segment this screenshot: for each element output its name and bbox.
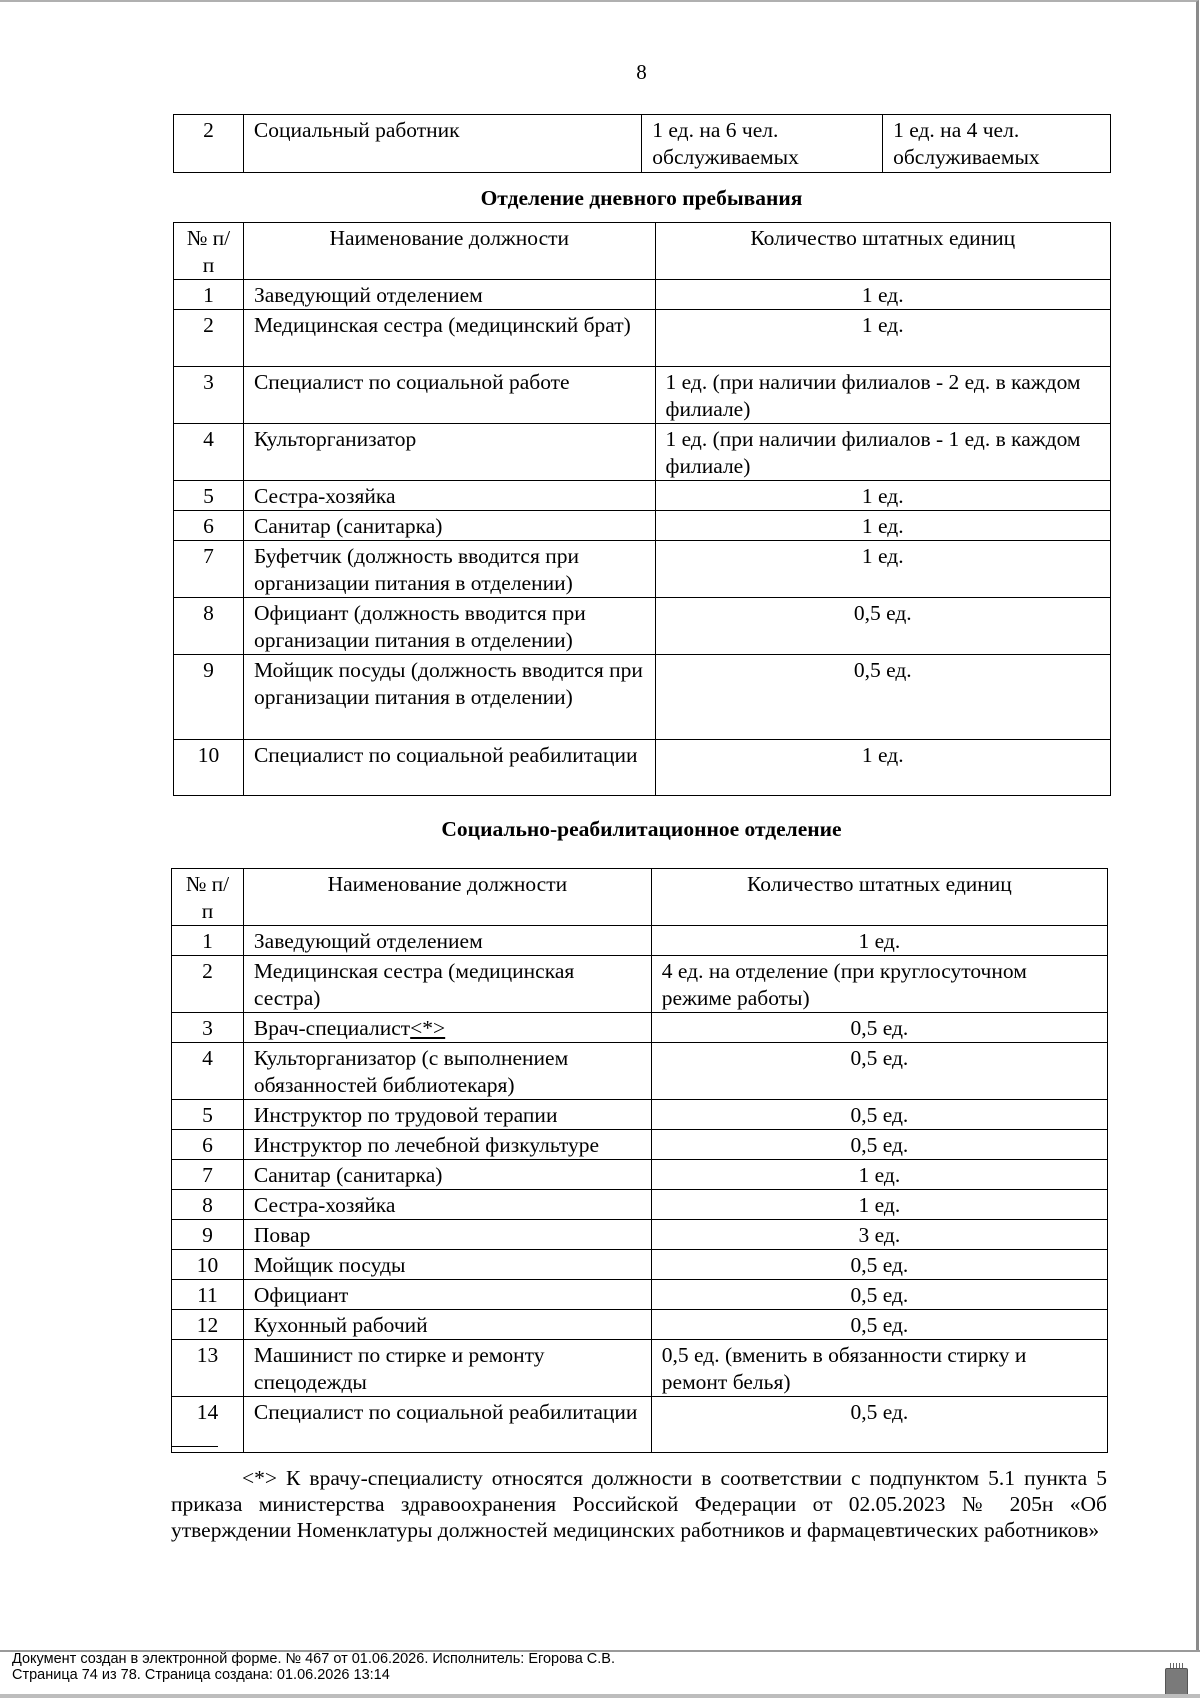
table-row (174, 598, 1111, 655)
staff-count: 1 ед. (655, 541, 1110, 598)
staff-count: 0,5 ед. (вменить в обязанности стирку и ремонт белья) (651, 1340, 1107, 1397)
table-row (172, 1397, 1108, 1453)
header-count: Количество штатных единиц (655, 223, 1110, 280)
position-name: Официант (243, 1280, 651, 1310)
header-position: Наименование должности (243, 223, 655, 280)
staff-count: 0,5 ед. (655, 598, 1110, 655)
table-row (172, 1160, 1108, 1190)
row-number: 10 (172, 1250, 244, 1280)
table-row (174, 655, 1111, 740)
table-row (172, 1220, 1108, 1250)
table-row (174, 541, 1111, 598)
staff-ratio: 1 ед. на 4 чел. обслуживаемых (883, 115, 1111, 173)
row-number: 2 (172, 956, 244, 1013)
row-number: 9 (174, 655, 244, 740)
row-number: 12 (172, 1310, 244, 1340)
row-number: 4 (174, 424, 244, 481)
table-row (172, 1310, 1108, 1340)
position-name: Санитар (санитарка) (243, 511, 655, 541)
position-name: Инструктор по трудовой терапии (243, 1100, 651, 1130)
row-number: 10 (174, 740, 244, 796)
position-name: Специалист по социальной реабилитации (243, 740, 655, 796)
position-name: Культорганизатор (с выполнением обязанностей библиотекаря) (243, 1043, 651, 1100)
row-number: 13 (172, 1340, 244, 1397)
staff-count: 0,5 ед. (651, 1043, 1107, 1100)
staff-count: 4 ед. на отделение (при круглосуточном режиме работы) (651, 956, 1107, 1013)
section-title-rehab-department: Социально-реабилитационное отделение (441, 817, 842, 841)
staff-count: 0,5 ед. (651, 1013, 1107, 1043)
staff-count: 1 ед. (655, 511, 1110, 541)
table-row (172, 956, 1108, 1013)
staff-count: 0,5 ед. (651, 1310, 1107, 1340)
page-number: 8 (636, 60, 647, 84)
position-name: Санитар (санитарка) (243, 1160, 651, 1190)
position-name: Сестра-хозяйка (243, 1190, 651, 1220)
table-row (174, 280, 1111, 310)
position-name: Заведующий отделением (243, 280, 655, 310)
staff-count: 0,5 ед. (651, 1130, 1107, 1160)
position-name: Официант (должность вводится при организации питания в отделении) (243, 598, 655, 655)
staff-count: 0,5 ед. (651, 1397, 1107, 1453)
row-number: 9 (172, 1220, 244, 1250)
header-number: № п/п (174, 223, 244, 280)
header-position: Наименование должности (243, 869, 651, 926)
staff-count: 1 ед. (при наличии филиалов - 2 ед. в каждом филиале) (655, 367, 1110, 424)
table-row (174, 740, 1111, 796)
table-row (174, 481, 1111, 511)
footnote-separator (171, 1446, 218, 1447)
row-number: 11 (172, 1280, 244, 1310)
bottom-edge (0, 1694, 1200, 1698)
row-number: 8 (174, 598, 244, 655)
staff-ratio: 1 ед. на 6 чел. обслуживаемых (642, 115, 883, 173)
staff-count: 1 ед. (при наличии филиалов - 1 ед. в каждом филиале) (655, 424, 1110, 481)
position-name (243, 1013, 651, 1043)
position-name: Сестра-хозяйка (243, 481, 655, 511)
table-row (172, 1043, 1108, 1100)
position-name: Медицинская сестра (медицинская сестра) (243, 956, 651, 1013)
rehab-department-table (171, 868, 1108, 1453)
position-name: Специалист по социальной реабилитации (243, 1397, 651, 1453)
position-name: Культорганизатор (243, 424, 655, 481)
position-name: Медицинская сестра (медицинский брат) (243, 310, 655, 367)
table-row (174, 310, 1111, 367)
footer-document-info: Документ создан в электронной форме. № 467 от 01.06.2026. Исполнитель: Егорова С.В. (12, 1651, 616, 1667)
staff-count: 3 ед. (651, 1220, 1107, 1250)
row-number: 6 (174, 511, 244, 541)
row-number: 3 (172, 1013, 244, 1043)
staff-count: 1 ед. (651, 1190, 1107, 1220)
row-number: 6 (172, 1130, 244, 1160)
table-row (172, 1013, 1108, 1043)
position-name: Заведующий отделением (243, 926, 651, 956)
table-row (172, 1130, 1108, 1160)
staff-count: 1 ед. (651, 1160, 1107, 1190)
position-name: Мойщик посуды (243, 1250, 651, 1280)
position-name: Инструктор по лечебной физкультуре (243, 1130, 651, 1160)
staff-count: 1 ед. (655, 280, 1110, 310)
staff-count: 0,5 ед. (651, 1280, 1107, 1310)
day-department-table (173, 222, 1111, 796)
row-number: 1 (172, 926, 244, 956)
table-row (172, 1280, 1108, 1310)
row-number: 14 (172, 1397, 244, 1453)
position-name: Повар (243, 1220, 651, 1250)
row-number: 5 (172, 1100, 244, 1130)
position-name: Мойщик посуды (должность вводится при организации питания в отделении) (243, 655, 655, 740)
table-row (172, 1100, 1108, 1130)
row-number: 3 (174, 367, 244, 424)
footer-page-info: Страница 74 из 78. Страница создана: 01.06.2026 13:14 (12, 1667, 390, 1683)
position-name-text: Врач-специалист (253, 1016, 411, 1040)
table-header-row (172, 869, 1108, 926)
table-row (174, 367, 1111, 424)
footnote (171, 1465, 1107, 1543)
row-number: 1 (174, 280, 244, 310)
table-row (172, 1340, 1108, 1397)
table-row (174, 115, 1111, 173)
row-number: 7 (172, 1160, 244, 1190)
footnote-text: <*> К врачу-специалисту относятся должности в соответствии с подпунктом 5.1 пункта 5 приказа министерства здравоохранения Российской Федерации от 02.05.2023 № 205н «Об утверждении Номенклатуры должностей медицинских работников и фармацевтических работников» (171, 1466, 1107, 1542)
document-footer (12, 1651, 615, 1683)
header-count: Количество штатных единиц (651, 869, 1107, 926)
row-number: 2 (174, 310, 244, 367)
row-number: 8 (172, 1190, 244, 1220)
row-number: 4 (172, 1043, 244, 1100)
staff-count: 0,5 ед. (651, 1250, 1107, 1280)
staff-count: 1 ед. (655, 740, 1110, 796)
row-number: 5 (174, 481, 244, 511)
staff-count: 1 ед. (655, 310, 1110, 367)
row-number: 2 (174, 115, 244, 173)
table-row (172, 926, 1108, 956)
table-header-row (174, 223, 1111, 280)
staff-count: 0,5 ед. (651, 1100, 1107, 1130)
section-title-day-department: Отделение дневного пребывания (480, 186, 803, 210)
header-number: № п/п (172, 869, 244, 926)
position-name: Специалист по социальной работе (243, 367, 655, 424)
table-row (172, 1190, 1108, 1220)
position-name: Социальный работник (243, 115, 641, 173)
position-name: Кухонный рабочий (243, 1310, 651, 1340)
position-name: Машинист по стирке и ремонту спецодежды (243, 1340, 651, 1397)
table-row (174, 511, 1111, 541)
staff-count: 0,5 ед. (655, 655, 1110, 740)
staff-count: 1 ед. (655, 481, 1110, 511)
footnote-reference-link[interactable]: <*> (410, 1016, 446, 1040)
staff-count: 1 ед. (651, 926, 1107, 956)
table-row (172, 1250, 1108, 1280)
top-table (173, 114, 1111, 173)
table-row (174, 424, 1111, 481)
position-name: Буфетчик (должность вводится при организации питания в отделении) (243, 541, 655, 598)
row-number: 7 (174, 541, 244, 598)
